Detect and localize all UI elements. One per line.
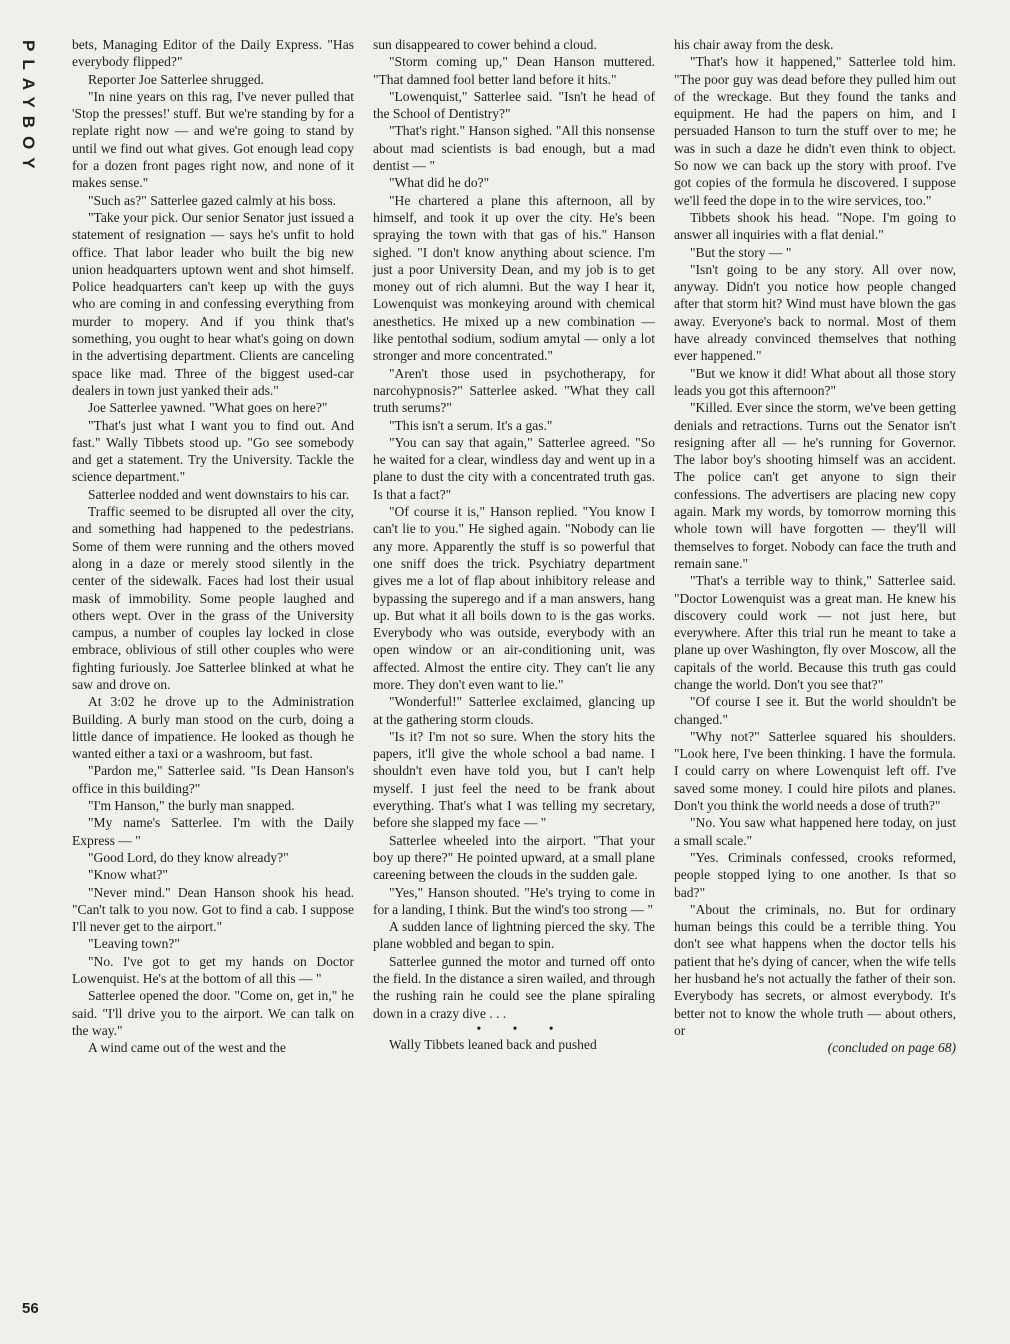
paragraph: sun disappeared to cower behind a cloud. xyxy=(373,37,597,52)
paragraph: Traffic seemed to be disrupted all over the city, and something had happened to the pedestrians. Some of them were running and the others moved along in a daze or merely stood silently in the center of the sidewalk. Faces had lost their usual mask of immobility. Some people laughed and others wept. Over in the grass of the University campus, a number of couples lay locked in close embrace, oblivious of still other couples who were fighting furiously. Joe Satterlee blinked at what he saw and drove on. xyxy=(72,504,354,692)
paragraph: "That's just what I want you to find out. And fast." Wally Tibbets stood up. "Go see somebody and get a statement. Try the University. Tackle the science department." xyxy=(72,417,354,485)
paragraph: "Why not?" Satterlee squared his shoulders. "Look here, I've been thinking. I have the formula. I could carry on where Lowenquist left off. I've saved some money. I could hire pilots and planes. Don't you think the world needs a dose of truth?" xyxy=(674,728,956,814)
paragraph: "I'm Hanson," the burly man snapped. xyxy=(88,798,295,814)
paragraph: his chair away from the desk. xyxy=(674,37,834,52)
paragraph: "Killed. Ever since the storm, we've been getting denials and retractions. Turns out the Senator isn't resigning after all — he's running for Governor. The labor boy's shooting himself was an accident. The police can't get anyone to sign their confessions. The advertisers are placing new copy again. Mark my words, by tomorrow morning this whole town will have forgotten — they'll will themselves to forget. Nobody can face the truth and remain sane." xyxy=(674,400,956,571)
section-break: • • • xyxy=(476,1020,568,1036)
paragraph: "Good Lord, do they know already?" xyxy=(88,849,289,865)
paragraph: "No. You saw what happened here today, on just a small scale." xyxy=(674,815,956,848)
continued-note: (concluded on page 68) xyxy=(827,1040,956,1056)
paragraph: "That's how it happened," Satterlee told him. "The poor guy was dead before they pulled him out of the wreckage. But they found the tanks and equipment. He had the papers on him, and I persuaded Hanson to turn the stuff over to me; he was in such a daze he didn't even think to object. So now we can back up the story with proof. I've got copies of the formula he discovered. I suppose we'll feed the dope in to the wire services, too." xyxy=(674,54,956,208)
paragraph: "In nine years on this rag, I've never pulled that 'Stop the presses!' stuff. But we're standing by for a replate right now — and we're going to stand by until we find out what gives. Got enough lead copy for a dozen front pages right now, and none of it makes sense." xyxy=(72,88,354,191)
paragraph: A wind came out of the west and the xyxy=(88,1040,286,1056)
paragraph: "Take your pick. Our senior Senator just issued a statement of resignation — says he's unfit to hold office. That labor leader who built the big new union headquarters uptown went and shot himself. Police headquarters can't keep up with the guys who are coming in and confessing everything from murder to mopery. And if you think that's something, you ought to hear what's going on down in the advertising department. Clients are canceling space like mad. Three of the biggest used-car dealers in town just yanked their ads." xyxy=(72,209,354,398)
paragraph: Satterlee wheeled into the airport. "That your boy up there?" He pointed upward, at a small plane careening between the clouds in the sudden gale. xyxy=(373,832,655,883)
paragraph: "But we know it did! What about all those story leads you got this afternoon?" xyxy=(674,365,956,398)
paragraph: "What did he do?" xyxy=(389,175,490,191)
paragraph: "Pardon me," Satterlee said. "Is Dean Hanson's office in this building?" xyxy=(72,763,354,796)
paragraph: Reporter Joe Satterlee shrugged. xyxy=(88,71,265,87)
paragraph: bets, Managing Editor of the Daily Express. "Has everybody flipped?" xyxy=(72,37,354,70)
paragraph: "Isn't going to be any story. All over now, anyway. Didn't you notice how people changed after that storm hit? Wind must have blown the gas away. Everyone's back to normal. Most of them have already convinced themselves that nothing ever happened." xyxy=(674,261,956,364)
paragraph: "That's right." Hanson sighed. "All this nonsense about mad scientists is bad enough, but a mad dentist — " xyxy=(373,123,655,174)
paragraph: "Yes," Hanson shouted. "He's trying to come in for a landing, I think. But the wind's too strong — " xyxy=(373,884,655,917)
paragraph: "Of course it is," Hanson replied. "You know I can't lie to you." He sighed again. "Nobody can lie any more. Apparently the stuff is so powerful that one sniff does the trick. Psychiatry department gives me a lot of flap about inhibitory release and bypassing the superego and if a man answers, hang up. But what it all boils down to is the gas works. Everybody who was outside, everybody with an open window or an air-conditioning unit, was affected. Almost the entire city. They can't lie any more. They don't even want to lie." xyxy=(373,504,655,692)
paragraph: At 3:02 he drove up to the Administration Building. A burly man stood on the curb, doing a little dance of impatience. He looked as though he wanted either a taxi or a washroom, but fast. xyxy=(72,694,354,762)
paragraph: "Is it? I'm not so sure. When the story hits the papers, it'll give the whole school a bad name. I shouldn't even have told you, but I can't help myself. I just feel the need to be frank about everything. That's what I was telling my secretary, before she slapped my face — " xyxy=(373,728,655,831)
paragraph: Tibbets shook his head. "Nope. I'm going to answer all inquiries with a flat denial." xyxy=(674,209,956,243)
paragraph: A sudden lance of lightning pierced the sky. The plane wobbled and began to spin. xyxy=(373,919,655,952)
paragraph: "My name's Satterlee. I'm with the Daily Express — " xyxy=(72,815,354,848)
paragraph: "But the story — " xyxy=(690,244,792,260)
paragraph: Satterlee gunned the motor and turned off onto the field. In the distance a siren wailed, and through the rushing rain he could see the plane spiraling down in a crazy dive . . . xyxy=(373,953,655,1021)
paragraph: Joe Satterlee yawned. "What goes on here?" xyxy=(88,400,328,416)
paragraph: "Know what?" xyxy=(88,867,168,883)
paragraph: "Wonderful!" Satterlee exclaimed, glancing up at the gathering storm clouds. xyxy=(373,694,655,727)
paragraph: "Leaving town?" xyxy=(88,936,180,952)
paragraph: "No. I've got to get my hands on Doctor Lowenquist. He's at the bottom of all this — " xyxy=(72,953,354,987)
paragraph: Satterlee opened the door. "Come on, get in," he said. "I'll drive you to the airport. We can talk on the way." xyxy=(72,988,354,1038)
paragraph: "Yes. Criminals confessed, crooks reformed, people stopped lying to one another. Is that so bad?" xyxy=(674,849,956,900)
paragraph: "Never mind." Dean Hanson shook his head. "Can't talk to you now. Got to find a cab. I suppose I'll never get to the airport." xyxy=(72,884,354,935)
page-number: 56 xyxy=(22,1300,39,1317)
text-column-2 xyxy=(373,36,655,1053)
paragraph: Satterlee nodded and went downstairs to his car. xyxy=(88,486,350,502)
paragraph: "Lowenquist," Satterlee said. "Isn't he head of the School of Dentistry?" xyxy=(373,88,655,122)
paragraph: "Aren't those used in psychotherapy, for narcohypnosis?" Satterlee asked. "What they call truth serums?" xyxy=(373,365,655,416)
paragraph: "This isn't a serum. It's a gas." xyxy=(389,417,553,433)
text-column-1 xyxy=(72,36,354,1057)
text-column-3 xyxy=(674,36,956,1057)
paragraph: Wally Tibbets leaned back and pushed xyxy=(389,1036,597,1052)
paragraph: "About the criminals, no. But for ordinary human beings this could be a terrible thing. You don't see what happens when the doctor tells his patient that he's dying of cancer, when the wife tells her husband he's not actually the father of their son. Everybody has secrets, or almost everybody. It's better not to know the whole truth — about others, or xyxy=(674,901,956,1038)
paragraph: "He chartered a plane this afternoon, all by himself, and took it up over the city. He's been spraying the town with that gas of his." Hanson sighed. "I don't know anything about science. I'm just a poor University Dean, and my job is to get money out of rich alumni. But the way I hear it, Lowenquist was monkeying around with chemical anesthetics. He mixed up a new combination — like pentothal sodium, sodium amytal — only a lot stronger and more concentrated." xyxy=(373,192,655,364)
paragraph: "Of course I see it. But the world shouldn't be changed." xyxy=(674,694,956,727)
paragraph: "That's a terrible way to think," Satterlee said. "Doctor Lowenquist was a great man. He knew his discovery could work — not just here, but everywhere. After this trial run he meant to take a plane up over Washington, fly over Moscow, all the capitals of the world. Because this truth gas could change the world. Don't you see that?" xyxy=(674,573,956,692)
paragraph: "You can say that again," Satterlee agreed. "So he waited for a clear, windless day and went up in a plane to dust the city with a concentrated truth gas. Is that a fact?" xyxy=(373,434,655,502)
paragraph: "Storm coming up," Dean Hanson muttered. "That damned fool better land before it hits." xyxy=(373,54,655,87)
magazine-title: PLAYBOY xyxy=(19,40,38,177)
paragraph: "Such as?" Satterlee gazed calmly at his boss. xyxy=(88,192,337,208)
